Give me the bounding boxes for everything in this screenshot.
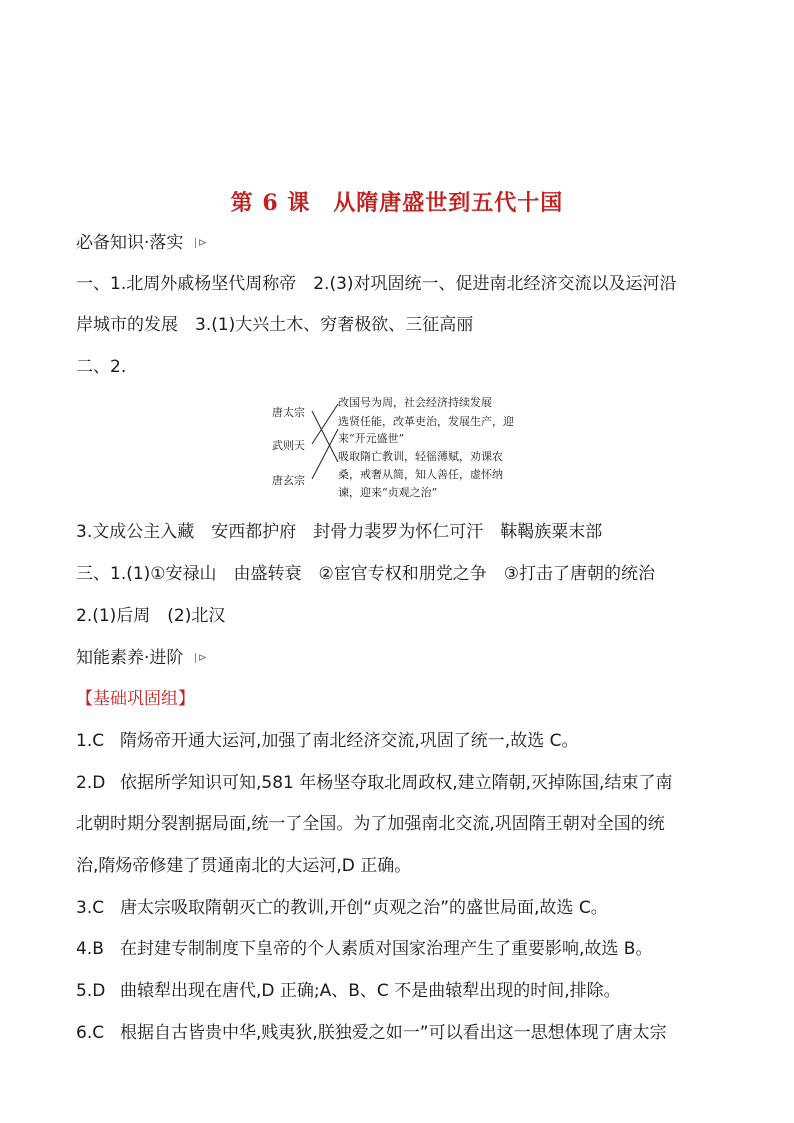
ruler-matching-diagram [266,392,536,504]
emperor-name: 唐玄宗 [272,474,305,487]
page-title: 第 6 课 从隋唐盛世到五代十国 [230,190,564,216]
section-label: 知能素养·进阶 [76,648,184,668]
answer-line: 岸城市的发展 3.(1)大兴土木、穷奢极欲、三征高丽 [76,315,474,335]
answer-item [76,979,621,1003]
answer-line: 2.(1)后周 (2)北汉 [76,606,226,626]
answer-explanation: 曲辕犁出现在唐代,D 正确;A、B、C 不是曲辕犁出现的时间,排除。 [120,981,621,1001]
answer-item [76,1021,667,1045]
answer-line: 3.文成公主入藏 安西都护府 封骨力裴罗为怀仁可汗 靺鞨族粟末部 [76,522,603,542]
answer-continuation: 治,隋炀帝修建了贯通南北的大运河,D 正确。 [76,856,412,876]
answer-number: 6.C [76,1023,105,1043]
answer-explanation: 在封建专制制度下皇帝的个人素质对国家治理产生了重要影响,故选 B。 [120,939,653,959]
section-heading-knowledge [76,231,207,255]
section-arrow-icon: ⊳ [195,231,207,255]
answer-item [76,729,578,753]
answer-number: 1.C [76,731,105,751]
emperor-name: 武则天 [272,439,305,452]
part-two-heading: 二、2. [76,357,127,377]
answer-number: 4.B [76,939,104,959]
answer-item [76,896,608,920]
answer-explanation: 依据所学知识可知,581 年杨坚夺取北周政权,建立隋朝,灭掉陈国,结束了南 [120,773,673,793]
achievement-text: 谏，迎来“贞观之治” [338,486,438,499]
group-heading: 【基础巩固组】 [76,689,195,709]
answer-continuation: 北朝时期分裂割据局面,统一了全国。为了加强南北交流,巩固隋王朝对全国的统 [76,814,665,834]
achievement-text: 选贤任能，改革吏治，发展生产，迎 [338,415,514,428]
achievement-text: 改国号为周，社会经济持续发展 [338,396,492,409]
answer-explanation: 隋炀帝开通大运河,加强了南北经济交流,巩固了统一,故选 C。 [120,731,579,751]
answer-number: 3.C [76,898,105,918]
section-heading-skills [76,646,207,670]
section-label: 必备知识·落实 [76,233,184,253]
emperor-name: 唐太宗 [272,406,305,419]
answer-number: 2.D [76,773,106,793]
section-arrow-icon: ⊳ [195,646,207,670]
achievement-text: 来“开元盛世” [338,432,405,445]
answer-number: 5.D [76,981,106,1001]
answer-item [76,937,652,961]
answer-explanation: 根据自古皆贵中华,贱夷狄,朕独爱之如一”可以看出这一思想体现了唐太宗 [120,1023,667,1043]
answer-line: 一、1.北周外戚杨坚代周称帝 2.(3)对巩固统一、促进南北经济交流以及运河沿 [76,274,677,294]
answer-item [76,771,672,795]
achievement-text: 吸取隋亡教训，轻徭薄赋，劝课农 [338,450,503,463]
answer-line: 三、1.(1)①安禄山 由盛转衰 ②宦官专权和朋党之争 ③打击了唐朝的统治 [76,564,656,584]
achievement-text: 桑，戒奢从简，知人善任，虚怀纳 [338,468,503,481]
answer-explanation: 唐太宗吸取隋朝灭亡的教训,开创“贞观之治”的盛世局面,故选 C。 [120,898,608,918]
